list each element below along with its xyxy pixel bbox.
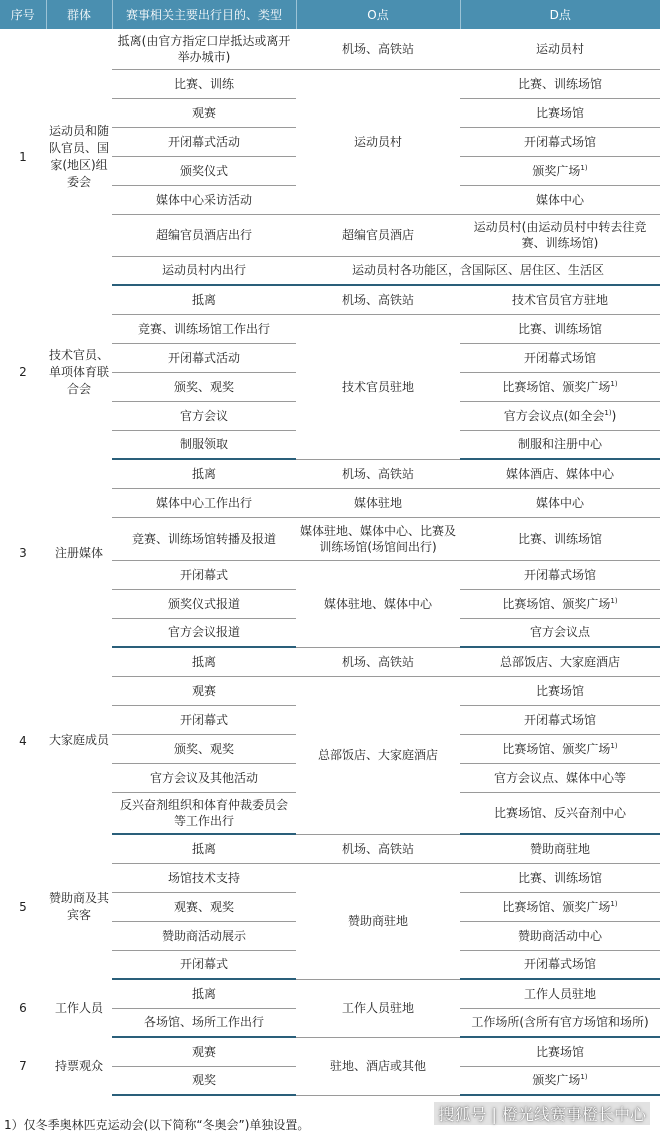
origin-cell: 机场、高铁站 [296, 29, 460, 69]
header-group: 群体 [46, 0, 112, 29]
destination-cell [460, 979, 660, 1008]
group-cell: 持票观众 [54, 1058, 103, 1073]
origin-cell: 媒体驻地、媒体中心、比赛及训练场馆(场馆间出行) [296, 517, 460, 560]
purpose-cell: 抵离 [112, 285, 296, 314]
destination-cell [460, 459, 660, 488]
purpose-cell: 颁奖、观奖 [112, 734, 296, 763]
origin-cell: 驻地、酒店或其他 [296, 1037, 460, 1095]
purpose-cell: 观奖 [112, 1066, 296, 1095]
destination-cell [460, 314, 660, 343]
destination-text: 比赛场馆、反兴奋剂中心 [493, 805, 626, 820]
destination-cell [460, 705, 660, 734]
destination-cell [460, 1008, 660, 1037]
purpose-cell: 观赛 [112, 1037, 296, 1066]
purpose-cell: 开闭幕式 [112, 950, 296, 979]
destination-cell [460, 156, 660, 185]
group-cell: 赞助商及其宾客 [49, 890, 110, 922]
destination-text: 媒体酒店、媒体中心 [505, 466, 614, 481]
seq-cell: 7 [19, 1059, 27, 1073]
destination-cell [460, 921, 660, 950]
destination-cell [460, 285, 660, 314]
footnote-marker: 1) [610, 899, 618, 908]
table-row [0, 979, 660, 1008]
destination-cell [460, 127, 660, 156]
destination-text: 比赛、训练场馆 [517, 531, 602, 546]
seq-cell: 6 [19, 1001, 27, 1015]
purpose-cell: 开闭幕式活动 [112, 343, 296, 372]
table-row [0, 285, 660, 314]
purpose-cell: 颁奖仪式报道 [112, 589, 296, 618]
group-cell: 运动员和随队官员、国家(地区)组委会 [49, 124, 110, 189]
destination-text: 赞助商驻地 [529, 841, 590, 856]
purpose-cell: 官方会议 [112, 401, 296, 430]
table-row [0, 29, 660, 69]
footnote-marker: 1) [580, 1073, 588, 1082]
destination-cell [460, 618, 660, 647]
purpose-cell: 运动员村内出行 [112, 256, 296, 285]
destination-text: 比赛、训练场馆 [517, 321, 602, 336]
table-row [0, 834, 660, 863]
origin-cell: 机场、高铁站 [296, 285, 460, 314]
destination-text: 媒体中心 [535, 495, 584, 510]
group-cell: 工作人员 [54, 1000, 103, 1015]
origin-cell: 赞助商驻地 [296, 863, 460, 979]
purpose-cell: 抵离(由官方指定口岸抵达或离开举办城市) [112, 29, 296, 69]
table-header [0, 0, 660, 29]
footnote-marker: 1) [610, 741, 618, 750]
footnote-marker: 1) [610, 379, 618, 388]
origin-cell: 机场、高铁站 [296, 647, 460, 676]
seq-cell: 2 [19, 365, 27, 379]
destination-cell [460, 560, 660, 589]
destination-text: 比赛场馆 [535, 683, 584, 698]
destination-cell [460, 589, 660, 618]
destination-cell [460, 763, 660, 792]
destination-text: 开闭幕式场馆 [523, 567, 596, 582]
destination-text: 制服和注册中心 [517, 437, 602, 452]
origin-cell: 媒体驻地 [296, 488, 460, 517]
purpose-cell: 观赛 [112, 98, 296, 127]
destination-text: 颁奖广场 [532, 163, 581, 178]
origin-destination-cell: 运动员村各功能区，含国际区、居住区、生活区 [296, 256, 660, 285]
seq-cell: 3 [19, 546, 27, 560]
header-purpose: 赛事相关主要出行目的、类型 [112, 0, 296, 29]
destination-text: 官方会议点(如全会 [503, 408, 605, 423]
destination-text: 总部饭店、大家庭酒店 [499, 654, 620, 669]
destination-cell [460, 1066, 660, 1095]
purpose-cell: 开闭幕式 [112, 705, 296, 734]
destination-text: 官方会议点 [529, 625, 590, 640]
purpose-cell: 超编官员酒店出行 [112, 214, 296, 256]
origin-cell: 超编官员酒店 [296, 214, 460, 256]
purpose-cell: 反兴奋剂组织和体育仲裁委员会等工作出行 [112, 792, 296, 834]
seq-cell: 1 [19, 150, 27, 164]
destination-cell [460, 676, 660, 705]
origin-cell: 机场、高铁站 [296, 834, 460, 863]
header-origin: O点 [296, 0, 460, 29]
destination-text: 开闭幕式场馆 [523, 957, 596, 972]
purpose-cell: 官方会议报道 [112, 618, 296, 647]
purpose-cell: 赞助商活动展示 [112, 921, 296, 950]
destination-cell [460, 343, 660, 372]
table-row [0, 647, 660, 676]
destination-tail: ) [611, 408, 617, 423]
purpose-cell: 抵离 [112, 647, 296, 676]
header-row [0, 0, 660, 29]
group-cell: 大家庭成员 [49, 733, 110, 747]
destination-cell [460, 488, 660, 517]
destination-text: 比赛场馆 [535, 105, 584, 120]
destination-text: 比赛、训练场馆 [517, 870, 602, 885]
footnote-marker: 1) [580, 163, 588, 172]
destination-text: 开闭幕式场馆 [523, 350, 596, 365]
destination-cell [460, 69, 660, 98]
destination-text: 开闭幕式场馆 [523, 134, 596, 149]
purpose-cell: 制服领取 [112, 430, 296, 459]
purpose-cell: 场馆技术支持 [112, 863, 296, 892]
table-row [0, 1037, 660, 1066]
destination-cell [460, 950, 660, 979]
destination-cell [460, 372, 660, 401]
header-destination: D点 [460, 0, 660, 29]
seq-cell: 5 [19, 899, 27, 914]
destination-text: 媒体中心 [535, 192, 584, 207]
group-cell: 技术官员、单项体育联合会 [49, 347, 110, 396]
destination-cell [460, 98, 660, 127]
destination-cell [460, 29, 660, 69]
table-body [0, 29, 660, 1095]
purpose-cell: 比赛、训练 [112, 69, 296, 98]
destination-text: 运动员村 [535, 41, 584, 56]
header-seq: 序号 [0, 0, 46, 29]
destination-cell [460, 430, 660, 459]
origin-cell: 总部饭店、大家庭酒店 [296, 676, 460, 834]
destination-text: 比赛场馆、颁奖广场 [502, 741, 611, 756]
purpose-cell: 竞赛、训练场馆工作出行 [112, 314, 296, 343]
destination-text: 比赛场馆、颁奖广场 [502, 899, 611, 914]
group-cell: 注册媒体 [54, 545, 103, 560]
origin-cell: 技术官员驻地 [296, 314, 460, 459]
purpose-cell: 竞赛、训练场馆转播及报道 [112, 517, 296, 560]
purpose-cell: 颁奖、观奖 [112, 372, 296, 401]
destination-text: 工作人员驻地 [523, 986, 596, 1001]
destination-cell [460, 647, 660, 676]
destination-cell [460, 185, 660, 214]
destination-cell [460, 401, 660, 430]
footnote-marker: 1) [610, 596, 618, 605]
destination-text: 技术官员官方驻地 [511, 292, 608, 307]
purpose-cell: 抵离 [112, 459, 296, 488]
destination-cell [460, 734, 660, 763]
destination-cell [460, 517, 660, 560]
purpose-cell: 开闭幕式活动 [112, 127, 296, 156]
purpose-cell: 抵离 [112, 979, 296, 1008]
footnote: 1）仅冬季奥林匹克运动会(以下简称“冬奥会”)单独设置。 [4, 1118, 310, 1132]
destination-text: 官方会议点、媒体中心等 [493, 770, 626, 785]
footnote-marker: 1) [604, 408, 612, 417]
destination-text: 赞助商活动中心 [517, 928, 602, 943]
destination-cell [460, 214, 660, 256]
table-row [0, 459, 660, 488]
destination-cell [460, 892, 660, 921]
destination-cell [460, 863, 660, 892]
watermark: 搜狐号 | 橙光线赛事橙长中心 [434, 1102, 650, 1125]
origin-cell: 媒体驻地、媒体中心 [296, 560, 460, 647]
origin-cell: 工作人员驻地 [296, 979, 460, 1037]
destination-text: 比赛场馆 [535, 1044, 584, 1059]
purpose-cell: 观赛、观奖 [112, 892, 296, 921]
purpose-cell: 官方会议及其他活动 [112, 763, 296, 792]
destination-text: 比赛、训练场馆 [517, 76, 602, 91]
origin-cell: 运动员村 [296, 69, 460, 214]
destination-cell [460, 1037, 660, 1066]
purpose-cell: 颁奖仪式 [112, 156, 296, 185]
destination-cell [460, 834, 660, 863]
purpose-cell: 开闭幕式 [112, 560, 296, 589]
purpose-cell: 媒体中心工作出行 [112, 488, 296, 517]
seq-cell: 4 [19, 733, 27, 748]
destination-text: 比赛场馆、颁奖广场 [502, 379, 611, 394]
destination-text: 开闭幕式场馆 [523, 712, 596, 727]
destination-text: 运动员村(由运动员村中转去往竞赛、训练场馆) [473, 220, 647, 250]
origin-cell: 机场、高铁站 [296, 459, 460, 488]
destination-text: 工作场所(含所有官方场馆和场所) [471, 1015, 649, 1030]
destination-text: 比赛场馆、颁奖广场 [502, 596, 611, 611]
destination-cell [460, 792, 660, 834]
purpose-cell: 各场馆、场所工作出行 [112, 1008, 296, 1037]
purpose-cell: 媒体中心采访活动 [112, 185, 296, 214]
destination-text: 颁奖广场 [532, 1073, 581, 1088]
purpose-cell: 抵离 [112, 834, 296, 863]
purpose-cell: 观赛 [112, 676, 296, 705]
